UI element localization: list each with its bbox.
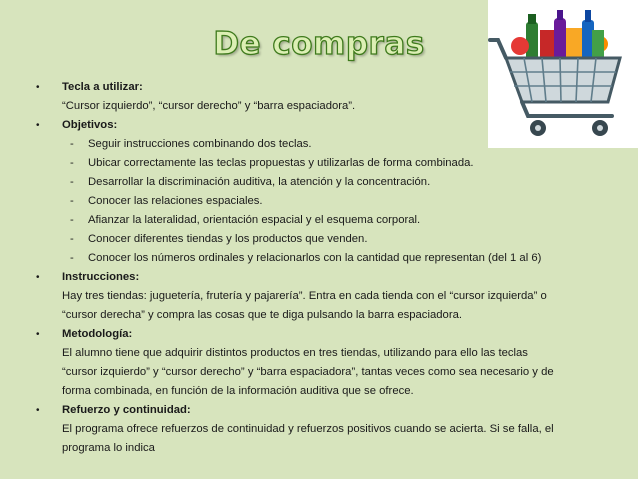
objetivo-item: - Conocer diferentes tiendas y los productos que venden. bbox=[0, 230, 638, 249]
text-refuerzo-line: programa lo indica bbox=[62, 442, 155, 454]
heading-tecla: Tecla a utilizar: bbox=[62, 81, 143, 93]
text-metodologia-line: “cursor izquierdo” y “cursor derecho” y “barra espaciadora”, tantas veces como sea necesario y de bbox=[62, 366, 554, 378]
text-metodologia-line: forma combinada, en función de la información auditiva que se ofrece. bbox=[62, 385, 414, 397]
bullet-refuerzo bbox=[0, 401, 638, 420]
bullet-icon: • bbox=[36, 120, 40, 131]
bullet-icon: • bbox=[36, 272, 40, 283]
objetivo-item: - Afianzar la lateralidad, orientación espacial y el esquema corporal. bbox=[0, 211, 638, 230]
bullet-objetivos bbox=[0, 116, 638, 135]
dash-icon: - bbox=[70, 138, 74, 150]
bullet-icon: • bbox=[36, 82, 40, 93]
heading-refuerzo: Refuerzo y continuidad: bbox=[62, 404, 191, 416]
bullet-icon: • bbox=[36, 405, 40, 416]
bullet-metodologia bbox=[0, 325, 638, 344]
text-instrucciones-line: Hay tres tiendas: juguetería, frutería y pajarería”. Entra en cada tienda con el “cursor izquierda” o bbox=[62, 290, 547, 302]
text-tecla: “Cursor izquierdo”, “cursor derecho” y “barra espaciadora”. bbox=[62, 100, 356, 112]
bullet-tecla bbox=[0, 78, 638, 97]
dash-icon: - bbox=[70, 214, 74, 226]
slide-title: De compras bbox=[213, 26, 425, 62]
objetivo-item: - Desarrollar la discriminación auditiva, la atención y la concentración. bbox=[0, 173, 638, 192]
objetivo-item: - Conocer las relaciones espaciales. bbox=[0, 192, 638, 211]
text-instrucciones-line: “cursor derecha” y compra las cosas que te diga pulsando la barra espaciadora. bbox=[62, 309, 463, 321]
dash-icon: - bbox=[70, 176, 74, 188]
slide-content bbox=[0, 78, 638, 458]
bullet-icon: • bbox=[36, 329, 40, 340]
dash-icon: - bbox=[70, 157, 74, 169]
dash-icon: - bbox=[70, 233, 74, 245]
text-metodologia-line: El alumno tiene que adquirir distintos productos en tres tiendas, utilizando para ello las teclas bbox=[62, 347, 528, 359]
dash-icon: - bbox=[70, 195, 74, 207]
dash-icon: - bbox=[70, 252, 74, 264]
bullet-instrucciones bbox=[0, 268, 638, 287]
objetivo-item: - Seguir instrucciones combinando dos teclas. bbox=[0, 135, 638, 154]
objetivo-item: - Ubicar correctamente las teclas propuestas y utilizarlas de forma combinada. bbox=[0, 154, 638, 173]
heading-instrucciones: Instrucciones: bbox=[62, 271, 140, 283]
objetivo-item: - Conocer los números ordinales y relacionarlos con la cantidad que representan (del 1 al 6) bbox=[0, 249, 638, 268]
heading-objetivos: Objetivos: bbox=[62, 119, 118, 131]
heading-metodologia: Metodología: bbox=[62, 328, 133, 340]
text-refuerzo-line: El programa ofrece refuerzos de continuidad y refuerzos positivos cuando se acierta. Si se falla, el bbox=[62, 423, 554, 435]
